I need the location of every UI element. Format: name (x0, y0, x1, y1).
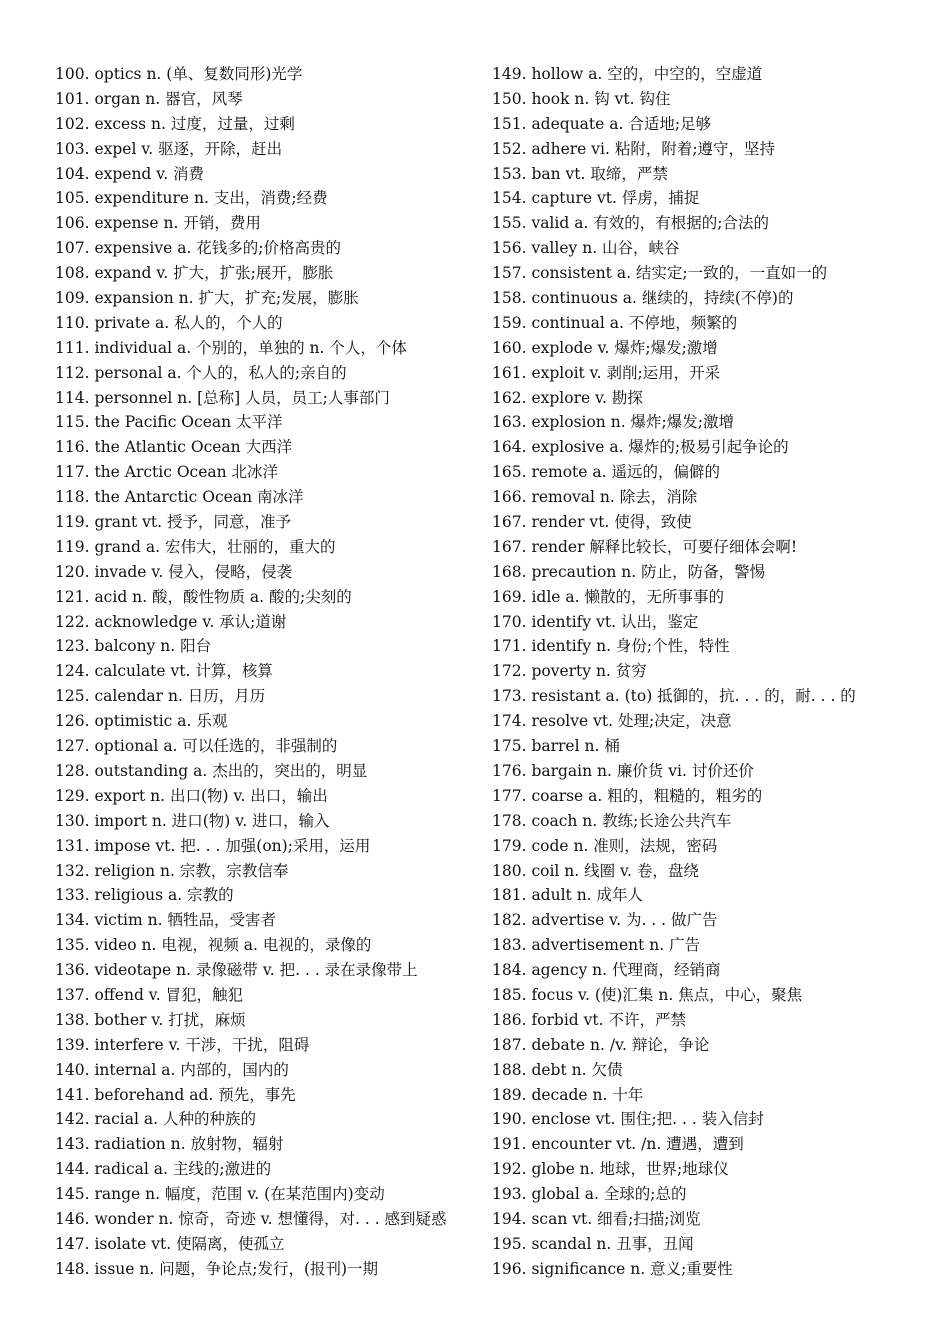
vocabulary-entry: 187. debate n. /v. 辩论，争论 (492, 1035, 710, 1054)
vocabulary-entry: 114. personnel n. [总称] 人员，员工;人事部门 (55, 388, 390, 407)
vocabulary-entry: 108. expand v. 扩大，扩张;展开，膨胀 (55, 264, 334, 283)
vocabulary-entry: 133. religious a. 宗教的 (55, 886, 234, 905)
vocabulary-entry: 194. scan vt. 细看;扫描;浏览 (492, 1209, 701, 1228)
vocabulary-entry: 142. racial a. 人种的种族的 (55, 1110, 256, 1129)
vocabulary-entry: 149. hollow a. 空的，中空的，空虚道 (492, 65, 763, 83)
vocabulary-entry: 136. videotape n. 录像磁带 v. 把. . . 录在录像带上 (55, 961, 418, 980)
vocabulary-entry: 155. valid a. 有效的，有根据的;合法的 (492, 214, 770, 233)
vocabulary-entry: 124. calculate vt. 计算，核算 (55, 662, 273, 681)
vocabulary-entry: 193. global a. 全球的;总的 (492, 1185, 687, 1204)
vocabulary-entry: 117. the Arctic Ocean 北冰洋 (55, 463, 279, 482)
vocabulary-entry: 159. continual a. 不停地，频繁的 (492, 313, 738, 332)
vocabulary-entry: 140. internal a. 内部的，国内的 (55, 1060, 289, 1079)
vocabulary-entry: 148. issue n. 问题，争论点;发行，(报刊)一期 (55, 1259, 379, 1278)
vocabulary-entry: 107. expensive a. 花钱多的;价格高贵的 (55, 239, 342, 258)
vocabulary-entry: 185. focus v. (使)汇集 n. 焦点，中心，聚焦 (492, 985, 803, 1004)
vocabulary-entry: 178. coach n. 教练;长途公共汽车 (492, 811, 732, 830)
vocabulary-entry: 106. expense n. 开销，费用 (55, 214, 261, 233)
vocabulary-column-right (492, 62, 932, 1282)
vocabulary-entry: 134. victim n. 牺牲品，受害者 (55, 911, 276, 930)
vocabulary-entry: 174. resolve vt. 处理;决定，决意 (492, 712, 732, 731)
vocabulary-entry: 121. acid n. 酸，酸性物质 a. 酸的;尖刻的 (55, 587, 352, 606)
vocabulary-entry: 168. precaution n. 防止，防备，警惕 (492, 562, 766, 581)
vocabulary-entry: 192. globe n. 地球，世界;地球仪 (492, 1160, 729, 1179)
vocabulary-entry: 163. explosion n. 爆炸;爆发;激增 (492, 413, 734, 432)
vocabulary-entry: 152. adhere vi. 粘附，附着;遵守，坚持 (492, 139, 776, 158)
vocabulary-entry: 167. render vt. 使得，致使 (492, 513, 692, 532)
vocabulary-entry: 144. radical a. 主线的;激进的 (55, 1160, 272, 1179)
vocabulary-entry: 172. poverty n. 贫穷 (492, 662, 647, 681)
vocabulary-entry: 165. remote a. 遥远的，偏僻的 (492, 463, 720, 482)
vocabulary-entry: 132. religion n. 宗教，宗教信奉 (55, 861, 289, 880)
vocabulary-entry: 176. bargain n. 廉价货 vi. 讨价还价 (492, 761, 754, 780)
vocabulary-entry: 104. expend v. 消费 (55, 164, 205, 183)
vocabulary-entry: 171. identify n. 身份;个性，特性 (492, 637, 730, 656)
vocabulary-entry: 167. render 解释比较长，可要仔细体会啊! (492, 537, 798, 556)
vocabulary-entry: 120. invade v. 侵入，侵略，侵袭 (55, 562, 293, 581)
vocabulary-entry: 100. optics n. (单、复数同形)光学 (55, 65, 303, 83)
vocabulary-entry: 131. impose vt. 把. . . 加强(on);采用，运用 (55, 836, 371, 855)
vocabulary-entry: 177. coarse a. 粗的，粗糙的，粗劣的 (492, 786, 763, 805)
vocabulary-entry: 125. calendar n. 日历，月历 (55, 687, 266, 706)
vocabulary-entry: 160. explode v. 爆炸;爆发;激增 (492, 338, 718, 357)
vocabulary-entry: 147. isolate vt. 使隔离，使孤立 (55, 1234, 285, 1253)
vocabulary-entry: 195. scandal n. 丑事，丑闻 (492, 1234, 694, 1253)
vocabulary-entry: 156. valley n. 山谷，峡谷 (492, 239, 680, 258)
vocabulary-entry: 110. private a. 私人的，个人的 (55, 313, 283, 332)
vocabulary-entry: 184. agency n. 代理商，经销商 (492, 961, 721, 980)
vocabulary-entry: 162. explore v. 勘探 (492, 388, 643, 407)
vocabulary-entry: 109. expansion n. 扩大，扩充;发展，膨胀 (55, 289, 359, 308)
vocabulary-entry: 111. individual a. 个别的，单独的 n. 个人，个体 (55, 338, 407, 357)
vocabulary-entry: 145. range n. 幅度，范围 v. (在某范围内)变动 (55, 1185, 385, 1204)
vocabulary-entry: 154. capture vt. 俘虏，捕捉 (492, 189, 700, 208)
vocabulary-entry: 137. offend v. 冒犯，触犯 (55, 985, 244, 1004)
vocabulary-entry: 128. outstanding a. 杰出的，突出的，明显 (55, 761, 368, 780)
vocabulary-entry: 141. beforehand ad. 预先，事先 (55, 1085, 296, 1104)
vocabulary-entry: 179. code n. 准则，法规，密码 (492, 836, 718, 855)
vocabulary-entry: 119. grand a. 宏伟大，壮丽的，重大的 (55, 537, 336, 556)
vocabulary-entry: 161. exploit v. 剥削;运用，开采 (492, 363, 721, 382)
vocabulary-entry: 190. enclose vt. 围住;把. . . 装入信封 (492, 1110, 764, 1129)
vocabulary-entry: 122. acknowledge v. 承认;道谢 (55, 612, 287, 631)
vocabulary-entry: 158. continuous a. 继续的，持续(不停)的 (492, 289, 794, 308)
vocabulary-entry: 126. optimistic a. 乐观 (55, 712, 228, 731)
vocabulary-entry: 189. decade n. 十年 (492, 1085, 644, 1104)
vocabulary-entry: 130. import n. 进口(物) v. 进口，输入 (55, 811, 330, 830)
vocabulary-column-left (55, 62, 475, 1282)
vocabulary-entry: 101. organ n. 器官，风琴 (55, 89, 243, 108)
vocabulary-entry: 143. radiation n. 放射物，辐射 (55, 1135, 284, 1154)
vocabulary-entry: 186. forbid vt. 不许，严禁 (492, 1010, 686, 1029)
vocabulary-entry: 127. optional a. 可以任选的，非强制的 (55, 737, 338, 756)
vocabulary-entry: 150. hook n. 钩 vt. 钩住 (492, 89, 671, 108)
vocabulary-entry: 115. the Pacific Ocean 太平洋 (55, 413, 283, 432)
vocabulary-entry: 119. grant vt. 授予，同意，准予 (55, 513, 291, 532)
vocabulary-entry: 116. the Atlantic Ocean 大西洋 (55, 438, 293, 457)
vocabulary-entry: 164. explosive a. 爆炸的;极易引起争论的 (492, 438, 789, 457)
vocabulary-entry: 183. advertisement n. 广告 (492, 936, 701, 955)
vocabulary-entry: 151. adequate a. 合适地;足够 (492, 114, 712, 133)
vocabulary-entry: 180. coil n. 线圈 v. 卷，盘绕 (492, 861, 699, 880)
vocabulary-entry: 153. ban vt. 取缔，严禁 (492, 164, 668, 183)
vocabulary-entry: 118. the Antarctic Ocean 南冰洋 (55, 488, 304, 507)
vocabulary-entry: 135. video n. 电视，视频 a. 电视的，录像的 (55, 936, 372, 955)
vocabulary-entry: 103. expel v. 驱逐，开除，赶出 (55, 139, 283, 158)
vocabulary-entry: 170. identify vt. 认出，鉴定 (492, 612, 699, 631)
vocabulary-entry: 169. idle a. 懒散的，无所事事的 (492, 587, 724, 606)
vocabulary-entry: 175. barrel n. 桶 (492, 737, 620, 756)
vocabulary-entry: 139. interfere v. 干涉，干扰，阻碍 (55, 1035, 310, 1054)
vocabulary-entry: 182. advertise v. 为. . . 做广告 (492, 911, 718, 930)
vocabulary-entry: 181. adult n. 成年人 (492, 886, 644, 905)
vocabulary-entry: 123. balcony n. 阳台 (55, 637, 212, 656)
vocabulary-entry: 173. resistant a. (to) 抵御的，抗. . . 的，耐. . . 的 (492, 687, 856, 706)
vocabulary-entry: 196. significance n. 意义;重要性 (492, 1259, 733, 1278)
vocabulary-entry: 138. bother v. 打扰，麻烦 (55, 1010, 246, 1029)
vocabulary-entry: 166. removal n. 除去，消除 (492, 488, 698, 507)
vocabulary-entry: 129. export n. 出口(物) v. 出口，输出 (55, 786, 328, 805)
vocabulary-entry: 146. wonder n. 惊奇，奇迹 v. 想懂得，对. . . 感到疑惑 (55, 1209, 447, 1228)
vocabulary-entry: 112. personal a. 个人的，私人的;亲自的 (55, 363, 347, 382)
vocabulary-entry: 105. expenditure n. 支出，消费;经费 (55, 189, 328, 208)
vocabulary-entry: 102. excess n. 过度，过量，过剩 (55, 114, 295, 133)
vocabulary-entry: 188. debt n. 欠债 (492, 1060, 623, 1079)
vocabulary-entry: 157. consistent a. 结实定;一致的，一直如一的 (492, 264, 828, 283)
vocabulary-entry: 191. encounter vt. /n. 遭遇，遭到 (492, 1135, 744, 1154)
